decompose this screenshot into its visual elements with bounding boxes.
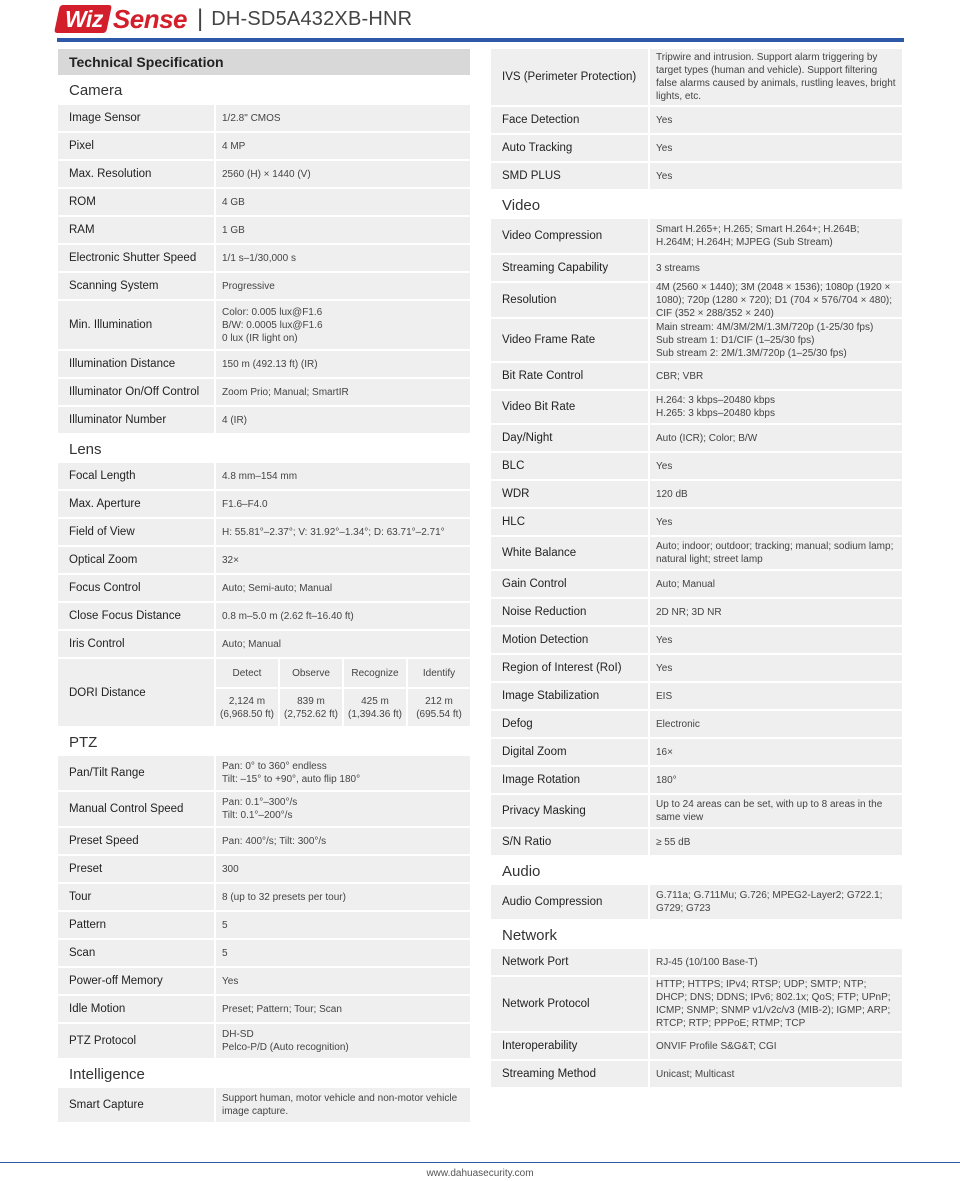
spec-key: Bit Rate Control [491,363,648,389]
dori-value: 2,124 m (6,968.50 ft) [216,689,278,726]
spec-value: 4M (2560 × 1440); 3M (2048 × 1536); 1080p (1920 × 1080); 720p (1280 × 720); D1 (704 × 576/704 × 480); CIF (352 × 288/352 × 240) [650,283,902,317]
spec-row [491,1033,902,1059]
spec-value: 4 (IR) [216,407,470,433]
spec-value: Progressive [216,273,470,299]
spec-key: Min. Illumination [58,301,214,349]
spec-key: BLC [491,453,648,479]
spec-key: Scanning System [58,273,214,299]
dori-table [216,659,470,726]
spec-row [491,363,902,389]
spec-row [491,599,902,625]
spec-key: SMD PLUS [491,163,648,189]
spec-value: Yes [216,968,470,994]
spec-value: 8 (up to 32 presets per tour) [216,884,470,910]
spec-value: Pan: 0.1°–300°/s Tilt: 0.1°–200°/s [216,792,470,826]
spec-value: Unicast; Multicast [650,1061,902,1087]
spec-row [491,509,902,535]
spec-key: White Balance [491,537,648,569]
spec-value: Support human, motor vehicle and non-motor vehicle image capture. [216,1088,470,1122]
spec-value: G.711a; G.711Mu; G.726; MPEG2-Layer2; G722.1; G729; G723 [650,885,902,919]
spec-key: Close Focus Distance [58,603,214,629]
spec-row [491,627,902,653]
spec-row [491,949,902,975]
spec-key: Defog [491,711,648,737]
spec-key: S/N Ratio [491,829,648,855]
spec-key: Max. Aperture [58,491,214,517]
spec-row [58,1024,470,1058]
spec-value: Electronic [650,711,902,737]
spec-value: 5 [216,940,470,966]
spec-value: Yes [650,135,902,161]
spec-value: Yes [650,655,902,681]
spec-key: Image Stabilization [491,683,648,709]
spec-row [491,283,902,317]
spec-row [58,547,470,573]
spec-key: Video Bit Rate [491,391,648,423]
footer-url: www.dahuasecurity.com [426,1168,534,1179]
spec-key: DORI Distance [58,659,214,726]
spec-value: Auto; Semi-auto; Manual [216,575,470,601]
dori-header: Observe [280,659,342,687]
spec-value: Yes [650,107,902,133]
spec-value: 150 m (492.13 ft) (IR) [216,351,470,377]
dori-value: 425 m (1,394.36 ft) [344,689,406,726]
dori-header: Identify [408,659,470,687]
spec-value: 4.8 mm–154 mm [216,463,470,489]
spec-value: DH-SD Pelco-P/D (Auto recognition) [216,1024,470,1058]
logo-sense-text: Sense [112,3,188,34]
dori-header: Recognize [344,659,406,687]
spec-value: Auto; indoor; outdoor; tracking; manual; sodium lamp; natural light; street lamp [650,537,902,569]
spec-value: 32× [216,547,470,573]
spec-value: Main stream: 4M/3M/2M/1.3M/720p (1-25/30 fps) Sub stream 1: D1/CIF (1–25/30 fps) Sub stream 2: 2M/1.3M/720p (1–25/30 fps) [650,319,902,361]
spec-key: Image Rotation [491,767,648,793]
spec-row [491,1061,902,1087]
section-video: Video [502,196,541,214]
spec-key: Focal Length [58,463,214,489]
spec-value: CBR; VBR [650,363,902,389]
dori-header: Detect [216,659,278,687]
spec-value: Yes [650,453,902,479]
spec-value: Tripwire and intrusion. Support alarm triggering by target types (human and vehicle). Support filtering false alarms caused by animals, rustling leaves, bright lights, etc. [650,49,902,105]
spec-row [58,575,470,601]
section-lens: Lens [69,440,102,458]
spec-row [491,453,902,479]
spec-value: Up to 24 areas can be set, with up to 8 areas in the same view [650,795,902,827]
spec-value: 4 GB [216,189,470,215]
spec-row [491,219,902,253]
spec-key: Image Sensor [58,105,214,131]
spec-value: ONVIF Profile S&G&T; CGI [650,1033,902,1059]
spec-value: Yes [650,163,902,189]
spec-row [58,161,470,187]
spec-key: Max. Resolution [58,161,214,187]
spec-key: Video Frame Rate [491,319,648,361]
spec-value: ≥ 55 dB [650,829,902,855]
spec-key: PTZ Protocol [58,1024,214,1058]
spec-value: Auto; Manual [216,631,470,657]
spec-row-dori [58,659,470,726]
spec-row [491,425,902,451]
spec-value: EIS [650,683,902,709]
spec-value: 1/2.8" CMOS [216,105,470,131]
spec-key: IVS (Perimeter Protection) [491,49,648,105]
spec-row [58,856,470,882]
spec-row [491,391,902,423]
spec-row [491,655,902,681]
spec-row [58,968,470,994]
section-camera: Camera [69,81,123,99]
spec-key: Auto Tracking [491,135,648,161]
spec-row [58,491,470,517]
spec-row [491,481,902,507]
spec-key: Interoperability [491,1033,648,1059]
section-ptz: PTZ [69,733,98,751]
spec-key: Video Compression [491,219,648,253]
spec-row [58,407,470,433]
spec-value: 4 MP [216,133,470,159]
spec-key: Power-off Memory [58,968,214,994]
spec-key: Motion Detection [491,627,648,653]
spec-value: Auto (ICR); Color; B/W [650,425,902,451]
spec-key: Smart Capture [58,1088,214,1122]
spec-row [58,189,470,215]
spec-value: Smart H.265+; H.265; Smart H.264+; H.264B; H.264M; H.264H; MJPEG (Sub Stream) [650,219,902,253]
spec-key: Tour [58,884,214,910]
spec-row [58,1088,470,1122]
header-divider [57,38,904,42]
spec-key: Illumination Distance [58,351,214,377]
section-network: Network [502,926,558,944]
spec-key: Digital Zoom [491,739,648,765]
spec-value: 0.8 m–5.0 m (2.62 ft–16.40 ft) [216,603,470,629]
spec-value: Pan: 0° to 360° endless Tilt: –15° to +90°, auto flip 180° [216,756,470,790]
spec-row [491,795,902,827]
spec-value: H.264: 3 kbps–20480 kbps H.265: 3 kbps–20480 kbps [650,391,902,423]
spec-key: RAM [58,217,214,243]
spec-value: Zoom Prio; Manual; SmartIR [216,379,470,405]
spec-value: Yes [650,627,902,653]
spec-key: Day/Night [491,425,648,451]
spec-row [58,301,470,349]
spec-key: Streaming Method [491,1061,648,1087]
spec-row [58,133,470,159]
spec-row [58,245,470,271]
spec-row [58,273,470,299]
wizsense-logo [57,4,187,34]
spec-value: F1.6–F4.0 [216,491,470,517]
spec-row [491,571,902,597]
spec-key: Pan/Tilt Range [58,756,214,790]
spec-key: Noise Reduction [491,599,648,625]
spec-key: Optical Zoom [58,547,214,573]
spec-row [58,519,470,545]
spec-row [58,884,470,910]
spec-key: Illuminator On/Off Control [58,379,214,405]
spec-value: Pan: 400°/s; Tilt: 300°/s [216,828,470,854]
spec-row [58,940,470,966]
spec-row [58,217,470,243]
spec-value: HTTP; HTTPS; IPv4; RTSP; UDP; SMTP; NTP; DHCP; DNS; DDNS; IPv6; 802.1x; QoS; FTP; UPnP; ICMP; SNMP; SNMP v1/v2c/v3 (MIB-2); IGMP; ARP; RTCP; RTP; PPPoE; RTMP; TCP [650,977,902,1031]
spec-key: Audio Compression [491,885,648,919]
spec-key: Gain Control [491,571,648,597]
spec-key: Preset Speed [58,828,214,854]
spec-key: Illuminator Number [58,407,214,433]
spec-row [491,135,902,161]
spec-key: ROM [58,189,214,215]
spec-value: 300 [216,856,470,882]
spec-value: Yes [650,509,902,535]
model-number: DH-SD5A432XB-HNR [211,7,413,30]
page-header [57,2,412,36]
logo-wiz-text: Wiz [65,6,103,32]
spec-row [491,767,902,793]
header-separator: | [197,5,204,32]
spec-value: 5 [216,912,470,938]
spec-row [491,49,902,105]
spec-value: 16× [650,739,902,765]
spec-value: 1/1 s–1/30,000 s [216,245,470,271]
spec-key: Pixel [58,133,214,159]
spec-row [58,105,470,131]
spec-row [58,631,470,657]
spec-value: 3 streams [650,255,902,281]
spec-row [58,379,470,405]
spec-key: Scan [58,940,214,966]
spec-key: Electronic Shutter Speed [58,245,214,271]
spec-value: 180° [650,767,902,793]
spec-value: 1 GB [216,217,470,243]
left-column [58,49,470,1124]
footer-divider [0,1162,960,1163]
spec-row [491,255,902,281]
spec-row [491,885,902,919]
spec-key: Field of View [58,519,214,545]
spec-key: Network Port [491,949,648,975]
dori-value: 212 m (695.54 ft) [408,689,470,726]
spec-value: Auto; Manual [650,571,902,597]
spec-key: HLC [491,509,648,535]
spec-row [491,977,902,1031]
spec-row [491,537,902,569]
spec-row [491,683,902,709]
spec-key: Idle Motion [58,996,214,1022]
spec-key: Privacy Masking [491,795,648,827]
page-title: Technical Specification [58,49,470,75]
right-column [491,49,902,1089]
spec-row [58,996,470,1022]
section-audio: Audio [502,862,541,880]
spec-row [58,351,470,377]
spec-value: 120 dB [650,481,902,507]
spec-row [491,711,902,737]
spec-row [58,792,470,826]
spec-key: Streaming Capability [491,255,648,281]
spec-row [58,603,470,629]
spec-key: Iris Control [58,631,214,657]
spec-key: Face Detection [491,107,648,133]
spec-value: 2D NR; 3D NR [650,599,902,625]
spec-value: 2560 (H) × 1440 (V) [216,161,470,187]
dori-value: 839 m (2,752.62 ft) [280,689,342,726]
spec-key: Resolution [491,283,648,317]
spec-value: Color: 0.005 lux@F1.6 B/W: 0.0005 lux@F1.6 0 lux (IR light on) [216,301,470,349]
spec-key: Network Protocol [491,977,648,1031]
spec-key: Pattern [58,912,214,938]
spec-key: Region of Interest (RoI) [491,655,648,681]
spec-row [491,107,902,133]
spec-row [58,912,470,938]
spec-row [58,828,470,854]
spec-row [491,163,902,189]
spec-row [58,756,470,790]
spec-row [491,319,902,361]
spec-row [491,829,902,855]
spec-key: Preset [58,856,214,882]
section-intelligence: Intelligence [69,1065,145,1083]
spec-value: RJ-45 (10/100 Base-T) [650,949,902,975]
spec-key: Manual Control Speed [58,792,214,826]
spec-value: H: 55.81°–2.37°; V: 31.92°–1.34°; D: 63.71°–2.71° [216,519,470,545]
spec-value: Preset; Pattern; Tour; Scan [216,996,470,1022]
spec-row [58,463,470,489]
spec-key: Focus Control [58,575,214,601]
spec-row [491,739,902,765]
spec-key: WDR [491,481,648,507]
